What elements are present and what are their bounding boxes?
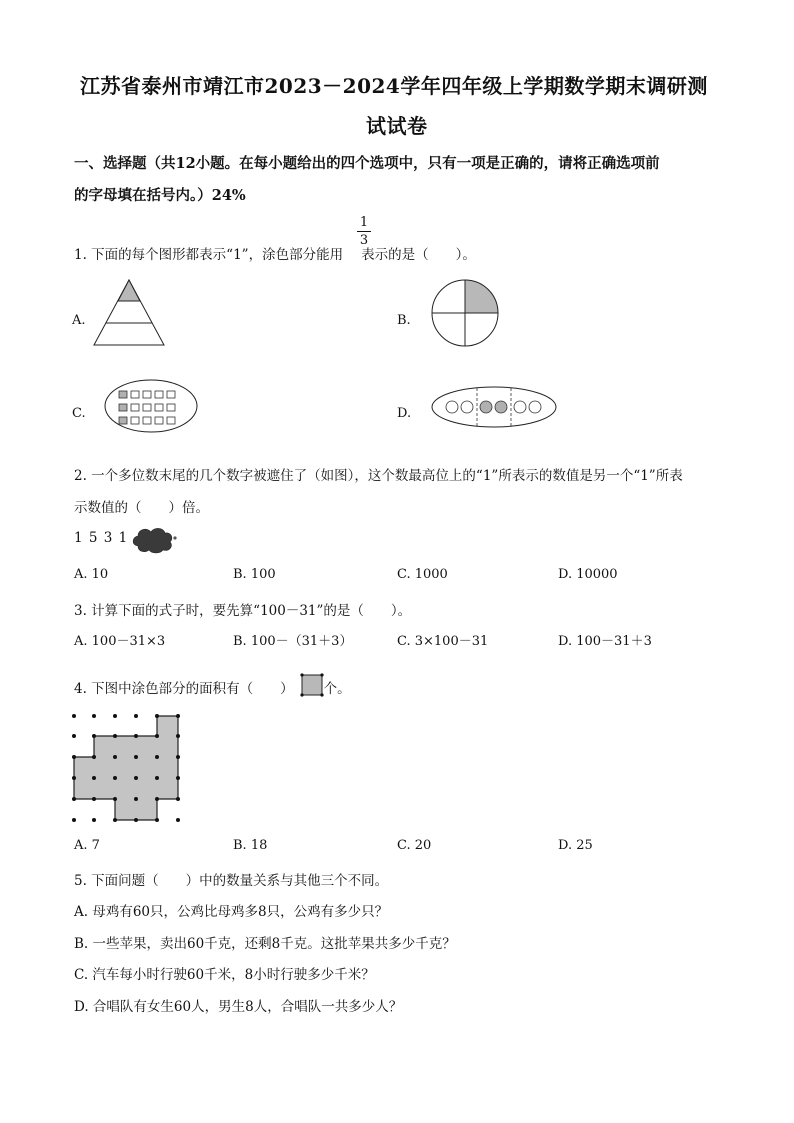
section-heading: 一、选择题（共12小题。在每小题给出的四个选项中，只有一项是正确的，请将正确选项前 [74,155,660,172]
q1-fraction-denominator: 3 [359,233,369,248]
q1-option-a-triangle [92,278,166,348]
page-title: 江苏省泰州市靖江市2023－2024学年四年级上学期数学期末调研测 [80,74,708,98]
q4-option-b[interactable]: B. 18 [233,838,268,853]
q2-option-c[interactable]: C. 1000 [397,567,448,582]
q1-stem [74,243,476,263]
q1-stem-before: 1. 下面的每个图形都表示“1”，涂色部分能用 [74,247,344,263]
q2-option-a[interactable]: A. 10 [74,567,109,582]
q4-option-c[interactable]: C. 20 [397,838,432,853]
q4-option-a[interactable]: A. 7 [74,838,100,853]
section-heading-cont: 的字母填在括号内。）24% [74,187,246,204]
q3-stem: 3. 计算下面的式子时，要先算“100－31”的是（ ）。 [74,603,412,619]
unit-square-icon [300,673,326,699]
q3-option-c[interactable]: C. 3×100－31 [397,634,489,649]
q2-option-b[interactable]: B. 100 [233,567,276,582]
q5-option-c[interactable]: C. 汽车每小时行驶60千米，8小时行驶多少千米？ [74,967,375,983]
q2-number-digits: 1 5 3 1 [74,530,129,546]
q2-option-d[interactable]: D. 10000 [558,567,618,582]
q4-stem-before: 4. 下图中涂色部分的面积有（ ） [74,681,294,697]
q4-stem-after: 个。 [323,681,351,697]
q1-option-d-oval [430,385,558,429]
q1-fraction [357,215,371,248]
q5-stem: 5. 下面问题（ ）中的数量关系与其他三个不同。 [74,873,389,889]
q2-stem-cont: 示数值的（ ）倍。 [74,500,209,516]
q1-stem-after: 表示的是（ ）。 [361,247,476,263]
q3-option-a[interactable]: A. 100－31×3 [74,634,166,649]
q1-fraction-numerator: 1 [359,215,369,230]
q1-option-b-label[interactable]: B. [397,313,411,328]
q5-option-d[interactable]: D. 合唱队有女生60人，男生8人，合唱队一共多少人？ [74,999,403,1015]
q1-option-b-circle [430,278,500,348]
q1-option-c-label[interactable]: C. [72,406,86,421]
page-title-cont: 试试卷 [366,114,428,138]
cloud-icon [130,524,180,554]
q1-option-d-label[interactable]: D. [397,406,412,421]
q4-option-d[interactable]: D. 25 [558,838,593,853]
q1-option-c-oval [103,378,199,434]
q5-option-a[interactable]: A. 母鸡有60只，公鸡比母鸡多8只，公鸡有多少只？ [74,904,389,920]
q5-option-b[interactable]: B. 一些苹果，卖出60千克，还剩8千克。这批苹果共多少千克？ [74,936,456,952]
q2-stem: 2. 一个多位数末尾的几个数字被遮住了（如图），这个数最高位上的“1”所表示的数值是另一个“1”所表 [74,468,683,484]
q3-option-b[interactable]: B. 100－（31＋3） [233,634,353,649]
q1-option-a-label[interactable]: A. [72,313,86,328]
q4-dot-grid-figure [70,712,186,828]
q3-option-d[interactable]: D. 100－31＋3 [558,634,652,649]
